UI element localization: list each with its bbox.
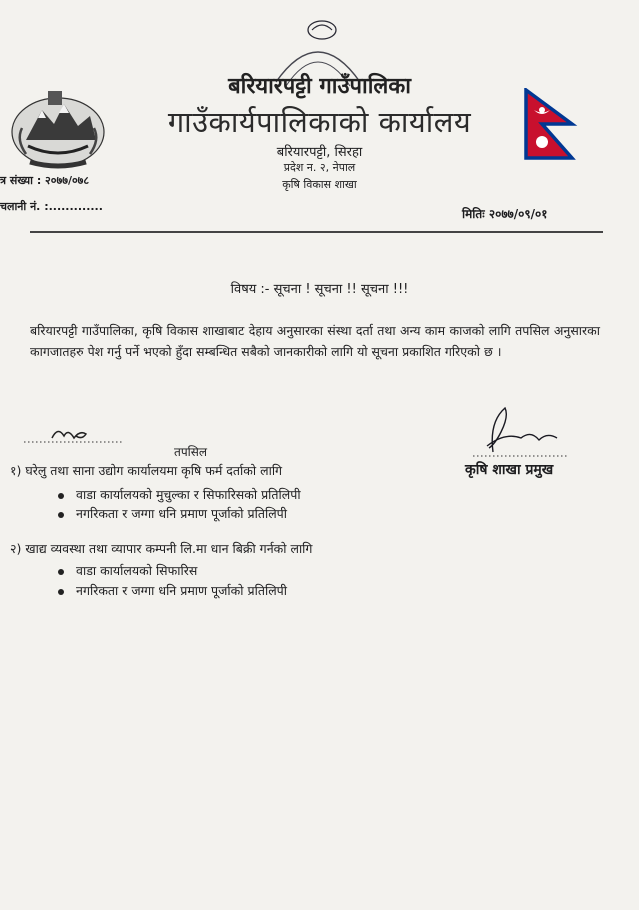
list-item-1-bullet-1: वाडा कार्यालयको मुचुल्का र सिफारिसको प्रतिलिपी	[58, 486, 301, 503]
reference-number: त्र संख्या : २०७७/०७८	[0, 174, 90, 187]
signatory-title: कृषि शाखा प्रमुख	[465, 462, 554, 478]
province-line: प्रदेश न. २, नेपाल	[283, 161, 356, 174]
bullet-icon	[58, 589, 64, 595]
schedule-heading: तपसिल	[174, 445, 208, 459]
initial-signature-left	[24, 424, 124, 446]
list-item-2-bullet-1: वाडा कार्यालयको सिफारिस	[58, 562, 197, 579]
bullet-icon	[58, 569, 64, 575]
address-line: बरियारपट्टी, सिरहा	[276, 145, 363, 160]
list-item-2-title: २) खाद्य व्यवस्था तथा व्यापार कम्पनी लि.मा धान बिक्री गर्नको लागि	[10, 541, 313, 556]
bullet-icon	[58, 493, 64, 499]
list-item-1-bullet-2: नगरिकता र जग्गा धनि प्रमाण पूर्जाको प्रतिलिपी	[58, 505, 287, 522]
section-line: कृषि विकास शाखा	[282, 178, 357, 191]
bullet-icon	[58, 512, 64, 518]
list-item-2-bullet-2: नगरिकता र जग्गा धनि प्रमाण पूर्जाको प्रतिलिपी	[58, 582, 287, 599]
office-name: गाउँकार्यपालिकाको कार्यालय	[167, 105, 472, 139]
subject-line: विषय :- सूचना ! सूचना !! सूचना !!!	[230, 282, 409, 297]
dispatch-number: चलानी नं. :.............	[0, 200, 103, 213]
municipality-name: बरियारपट्टी गाउँपालिका	[228, 74, 411, 99]
signature-right	[465, 402, 575, 460]
list-item-1-title: १) घरेलु तथा साना उद्योग कार्यालयमा कृषि फर्म दर्ताको लागि	[10, 463, 283, 478]
notice-body: बरियारपट्टी गाउँपालिका, कृषि विकास शाखाबाट देहाय अनुसारका संस्था दर्ता तथा अन्य काम काजको लागि तपसिल अनुसारका कागजातहरु पेश गर्नु पर्ने भएको हुँदा सम्बन्धित सबैको जानकारीको लागि यो सूचना प्रकाशित गरिएको छ ।	[30, 323, 600, 359]
letter-date: मितिः २०७७/०९/०१	[462, 207, 548, 221]
header-divider	[30, 231, 603, 233]
